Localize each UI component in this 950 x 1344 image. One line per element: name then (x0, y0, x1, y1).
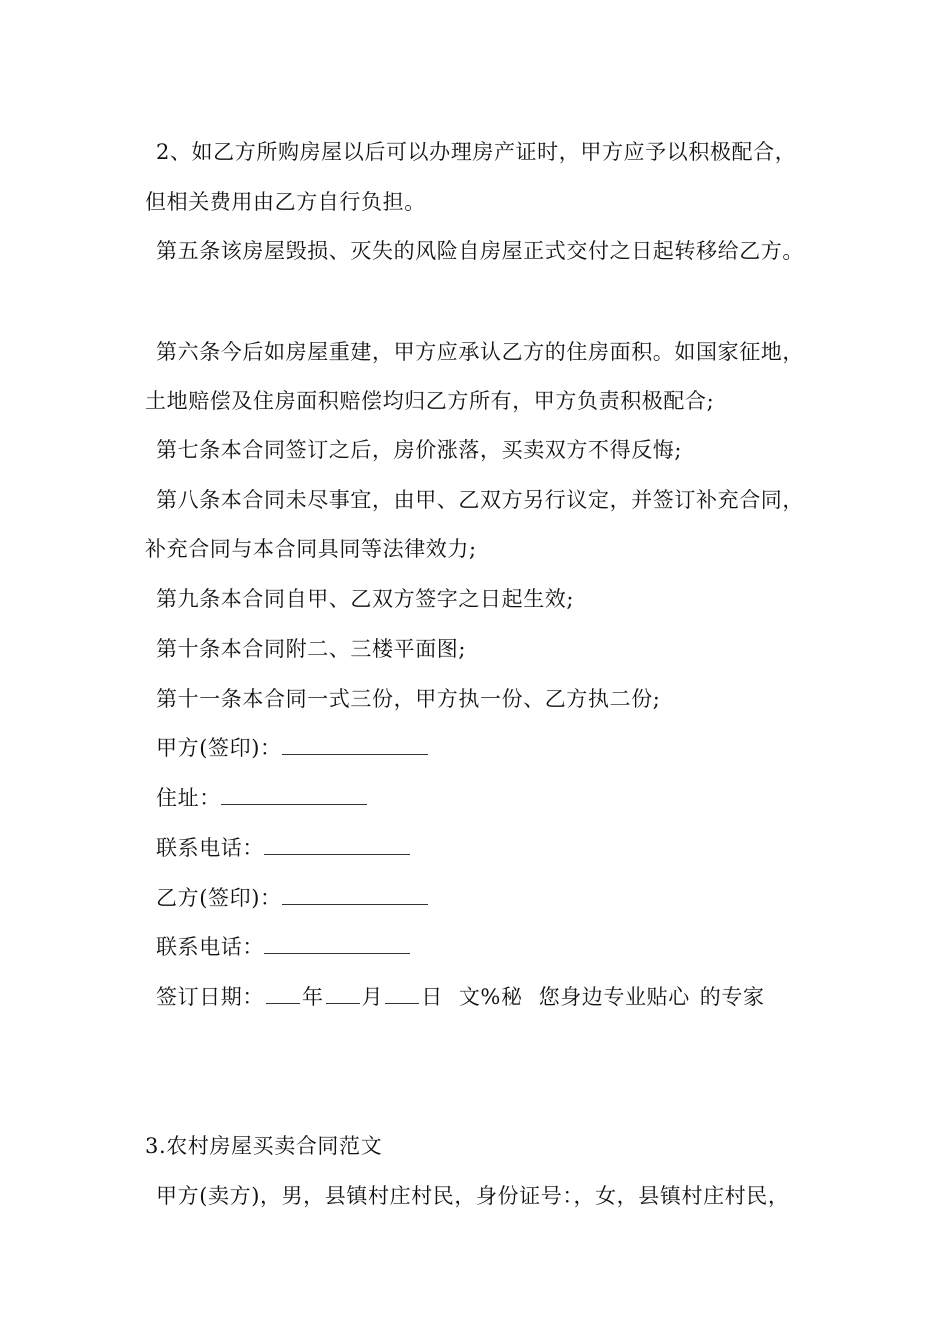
address-line (156, 783, 367, 813)
watermark-text-1: 文%秘 (458, 985, 523, 1009)
party-b-label: 乙方(签印)： (156, 886, 282, 910)
phone-b-blank (264, 935, 410, 954)
party-a-signature-blank (282, 736, 428, 755)
party-a-signature-line (156, 733, 428, 763)
paragraph-line: 第七条本合同签订之后，房价涨落，买卖双方不得反悔; (156, 438, 683, 462)
day-label: 日 (421, 985, 443, 1009)
party-b-signature-blank (282, 886, 428, 905)
day-blank (385, 985, 419, 1004)
watermark-text-2: 您身边专业贴心 (538, 985, 690, 1009)
paragraph-line: 第八条本合同未尽事宜，由甲、乙双方另行议定，并签订补充合同， (156, 488, 804, 512)
phone-a-blank (264, 836, 410, 855)
paragraph-line: 甲方(卖方)，男，县镇村庄村民，身份证号：，女，县镇村庄村民， (156, 1184, 790, 1208)
paragraph-line: 第六条今后如房屋重建，甲方应承认乙方的住房面积。如国家征地， (156, 340, 804, 364)
paragraph-line: 第五条该房屋毁损、灭失的风险自房屋正式交付之日起转移给乙方。 (156, 239, 804, 263)
phone-b-line (156, 932, 410, 962)
year-label: 年 (302, 985, 324, 1009)
address-label: 住址： (156, 786, 221, 810)
section-title: 3.农村房屋买卖合同范文 (145, 1134, 383, 1158)
phone-a-label: 联系电话： (156, 836, 264, 860)
date-label: 签订日期： (156, 985, 264, 1009)
address-blank (221, 786, 367, 805)
paragraph-line: 补充合同与本合同具同等法律效力; (145, 537, 477, 561)
party-b-signature-line (156, 883, 428, 913)
paragraph-line: 土地赔偿及住房面积赔偿均归乙方所有，甲方负责积极配合; (145, 389, 715, 413)
phone-b-label: 联系电话： (156, 935, 264, 959)
year-blank (266, 985, 300, 1004)
paragraph-line: 第十一条本合同一式三份，甲方执一份、乙方执二份; (156, 687, 661, 711)
paragraph-line: 第九条本合同自甲、乙双方签字之日起生效; (156, 587, 575, 611)
month-blank (326, 985, 360, 1004)
phone-a-line (156, 833, 410, 863)
paragraph-line: 第十条本合同附二、三楼平面图; (156, 637, 467, 661)
watermark-text-3: 的专家 (699, 985, 765, 1009)
party-a-label: 甲方(签印)： (156, 736, 282, 760)
date-line (156, 982, 765, 1012)
paragraph-line: 2、如乙方所购房屋以后可以办理房产证时，甲方应予以积极配合， (156, 140, 797, 164)
month-label: 月 (361, 985, 384, 1009)
paragraph-line: 但相关费用由乙方自行负担。 (145, 190, 426, 214)
